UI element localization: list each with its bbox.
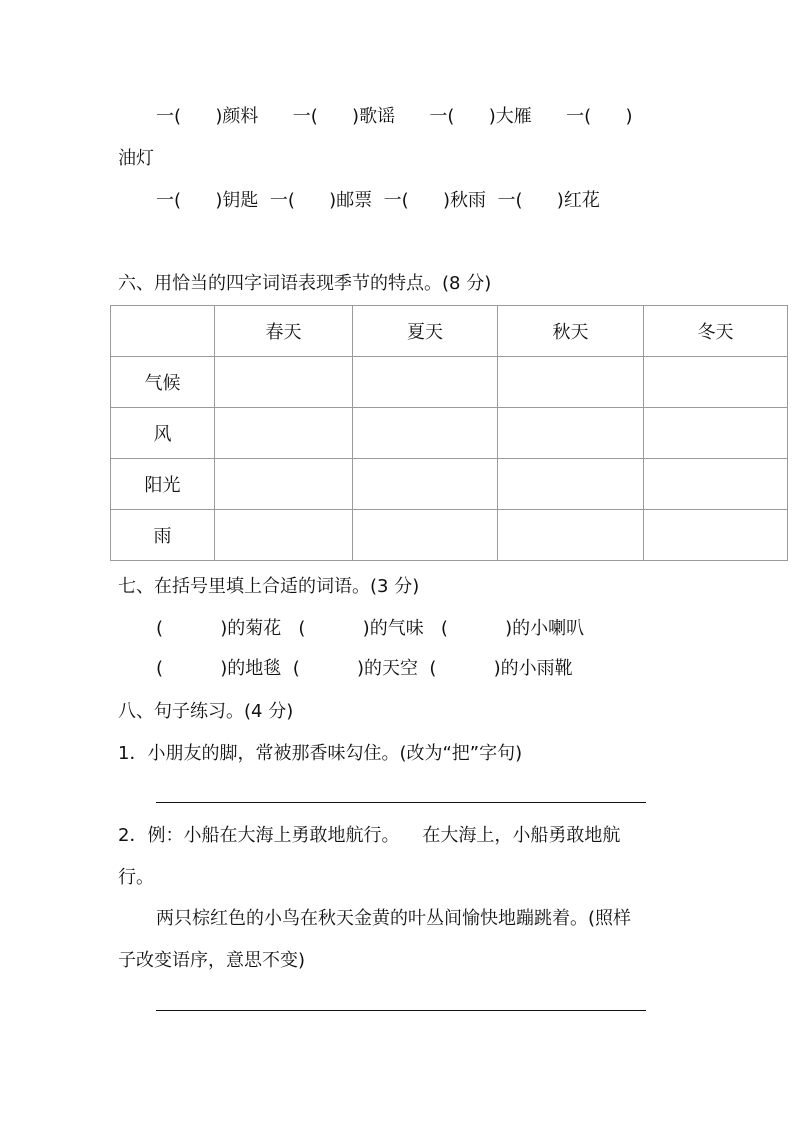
table-row [111,408,788,459]
measure-words-line-2: 一( )钥匙 一( )邮票 一( )秋雨 一( )红花 [156,190,600,211]
fill-in-line-1: ( )的菊花 ( )的气味 ( )的小喇叭 [156,618,585,639]
fill-in-line-2: ( )的地毯 ( )的天空 ( )的小雨靴 [156,658,573,679]
section-7-title: 七、在括号里填上合适的词语。(3 分) [118,576,420,597]
answer-cell[interactable] [215,459,353,510]
answer-cell[interactable] [353,510,498,561]
question-2-line-4: 子改变语序，意思不变) [118,950,306,971]
table-row [111,459,788,510]
season-table [110,305,788,561]
answer-cell[interactable] [644,459,788,510]
question-2-line-3: 两只棕红色的小鸟在秋天金黄的叶丛间愉快地蹦跳着。(照样 [156,908,632,929]
answer-cell[interactable] [644,408,788,459]
row-header-rain: 雨 [111,510,215,561]
measure-words-line-1: 一( )颜料 一( )歌谣 一( )大雁 一( ) [156,106,633,127]
answer-cell[interactable] [498,510,644,561]
table-corner-cell [111,306,215,357]
column-header-winter: 冬天 [644,306,788,357]
answer-line-2[interactable] [156,1010,646,1011]
column-header-summer: 夏天 [353,306,498,357]
answer-cell[interactable] [215,408,353,459]
row-header-climate: 气候 [111,357,215,408]
row-header-wind: 风 [111,408,215,459]
question-2-line-2: 行。 [118,867,154,888]
table-row [111,510,788,561]
section-6-title: 六、用恰当的四字词语表现季节的特点。(8 分) [118,273,492,294]
section-8-title: 八、句子练习。(4 分) [118,701,294,722]
answer-cell[interactable] [498,408,644,459]
answer-line-1[interactable] [156,802,646,803]
answer-cell[interactable] [215,510,353,561]
answer-cell[interactable] [353,459,498,510]
question-2-line-1: 2．例：小船在大海上勇敢地航行。 在大海上，小船勇敢地航 [118,825,621,846]
answer-cell[interactable] [498,459,644,510]
answer-cell[interactable] [215,357,353,408]
measure-words-line-1-continued: 油灯 [118,148,154,169]
question-1: 1．小朋友的脚，常被那香味勾住。(改为“把”字句) [118,743,523,764]
column-header-spring: 春天 [215,306,353,357]
row-header-sunshine: 阳光 [111,459,215,510]
answer-cell[interactable] [644,510,788,561]
answer-cell[interactable] [353,357,498,408]
answer-cell[interactable] [498,357,644,408]
table-row [111,357,788,408]
answer-cell[interactable] [353,408,498,459]
column-header-autumn: 秋天 [498,306,644,357]
answer-cell[interactable] [644,357,788,408]
table-header-row [111,306,788,357]
